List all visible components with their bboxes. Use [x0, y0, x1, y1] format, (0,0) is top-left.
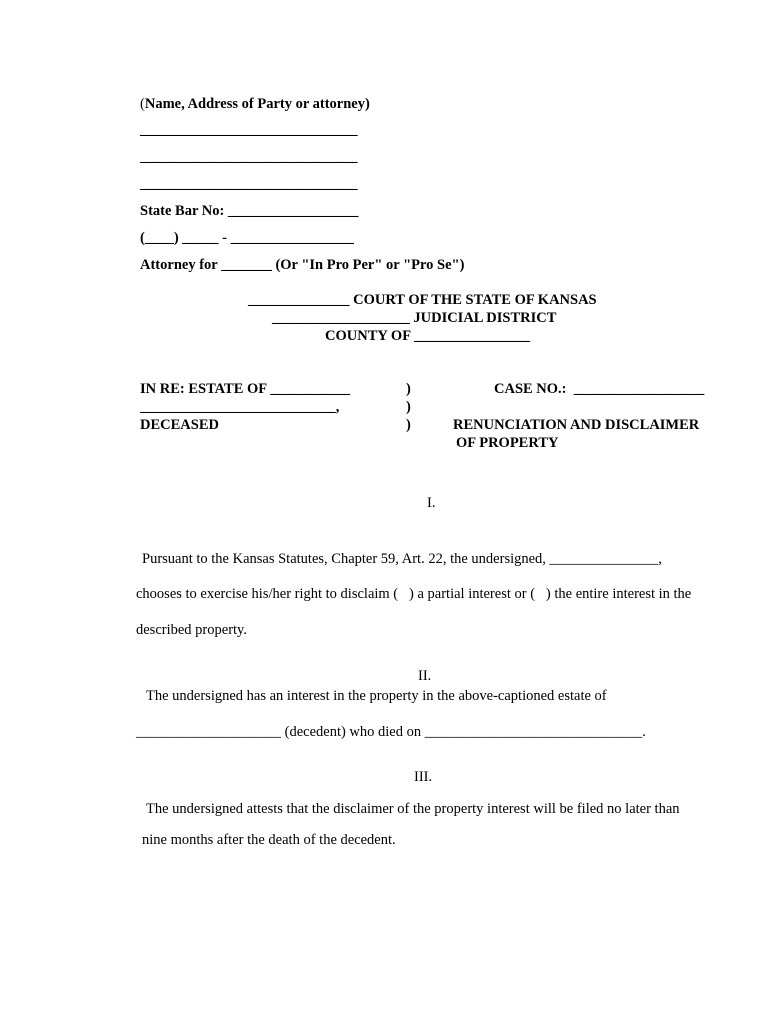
section-1-line-3: described property. [136, 622, 247, 638]
in-re-estate: IN RE: ESTATE OF ___________ [140, 381, 351, 397]
section-3-line-1: The undersigned attests that the disclaimer of the property interest will be filed no later than [146, 801, 680, 817]
caption-paren-3: ) [406, 417, 411, 433]
court-title-line-2: ___________________ JUDICIAL DISTRICT [272, 310, 557, 326]
party-label-paren: ( [140, 96, 145, 112]
attorney-for: Attorney for _______ (Or "In Pro Per" or "Pro Se") [140, 257, 465, 273]
document-title-line-2: OF PROPERTY [456, 435, 559, 451]
caption-paren-2: ) [406, 399, 411, 415]
state-bar-number: State Bar No: __________________ [140, 203, 359, 219]
section-numeral-1: I. [427, 495, 436, 511]
blank-line-3: ______________________________ [140, 176, 358, 192]
party-label-text: Name, Address of Party or attorney) [144, 96, 370, 112]
decedent-name-blank: ___________________________, [140, 399, 340, 415]
section-1-line-2: chooses to exercise his/her right to disclaim ( ) a partial interest or ( ) the entire interest in the [136, 586, 692, 602]
phone-number: (____) _____ - _________________ [140, 230, 354, 246]
section-3-line-2: nine months after the death of the decedent. [142, 832, 396, 848]
caption-paren-1: ) [406, 381, 411, 397]
section-numeral-3: III. [414, 769, 433, 785]
blank-line-1: ______________________________ [140, 122, 358, 138]
deceased-label: DECEASED [140, 417, 219, 433]
court-title-line-1: ______________ COURT OF THE STATE OF KANSAS [248, 292, 597, 308]
section-2-line-2: ____________________ (decedent) who died on ______________________________. [136, 724, 646, 740]
section-numeral-2: II. [418, 668, 432, 684]
section-1-line-1: Pursuant to the Kansas Statutes, Chapter 59, Art. 22, the undersigned, _______________, [142, 551, 662, 567]
blank-line-2: ______________________________ [140, 149, 358, 165]
document-title-line-1: RENUNCIATION AND DISCLAIMER [453, 417, 700, 433]
case-number: CASE NO.: __________________ [494, 381, 705, 397]
party-label [140, 95, 370, 113]
section-2-line-1: The undersigned has an interest in the property in the above-captioned estate of [146, 688, 607, 704]
court-title-line-3: COUNTY OF ________________ [325, 328, 531, 344]
